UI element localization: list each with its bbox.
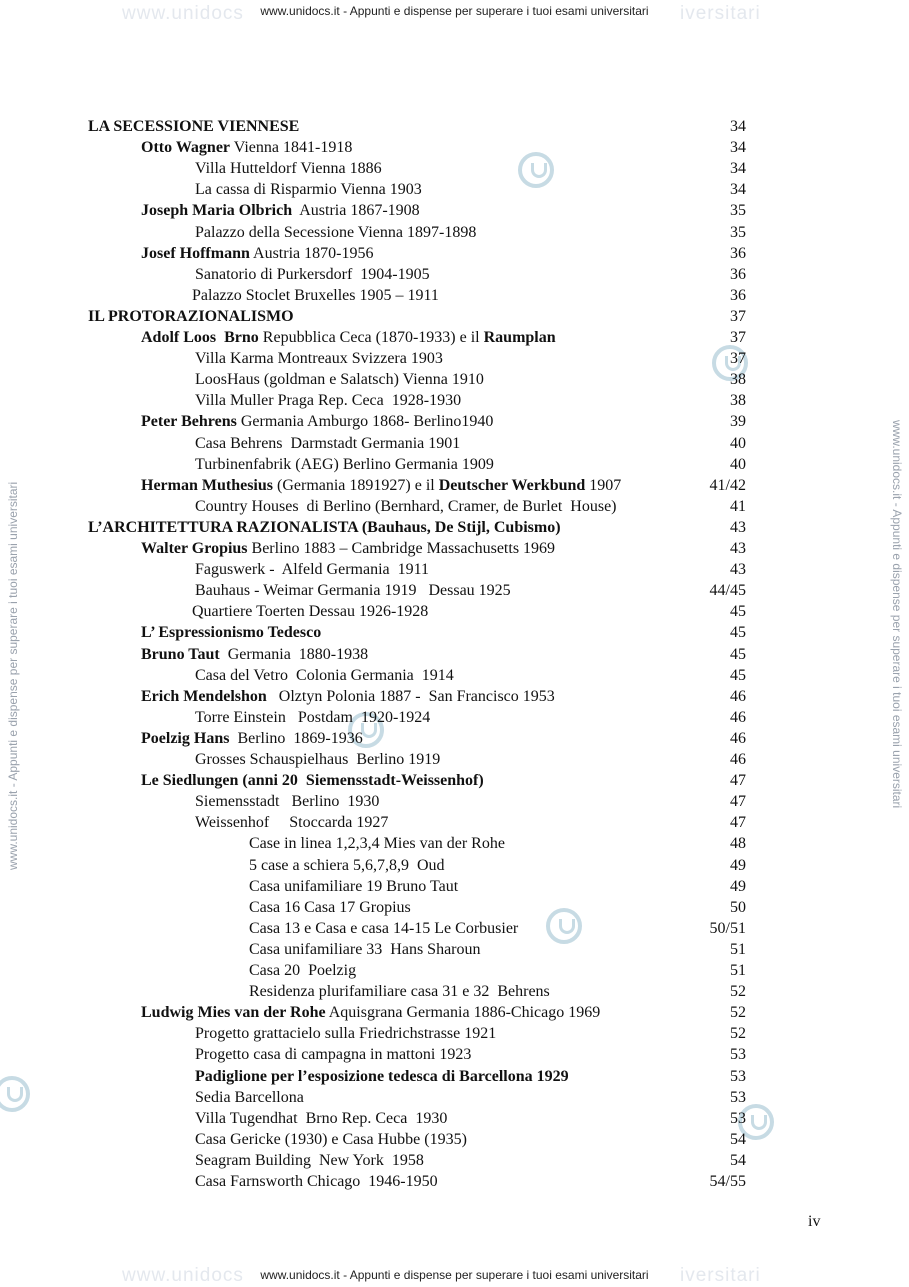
toc-entry <box>0 411 909 432</box>
toc-entry <box>0 897 909 918</box>
toc-entry <box>0 1087 909 1108</box>
toc-entry-page: 37 <box>730 307 746 325</box>
toc-entry-page: 47 <box>730 814 746 832</box>
watermark-ghost-left: www.unidocs <box>122 3 244 24</box>
toc-entry <box>0 200 909 221</box>
toc-entry <box>0 306 909 327</box>
toc-entry <box>0 644 909 665</box>
toc-title-text: Weissenhof Stoccarda 1927 <box>195 814 389 832</box>
toc-entry-title <box>195 1066 569 1087</box>
toc-entry-title <box>141 644 368 665</box>
toc-entry <box>0 918 909 939</box>
watermark-ghost-right-bottom: iversitari <box>680 1265 761 1286</box>
toc-title-bold: Raumplan <box>483 329 556 346</box>
toc-entry-title <box>195 1044 471 1065</box>
toc-title-text: La cassa di Risparmio Vienna 1903 <box>195 181 422 199</box>
toc-title-bold: Otto Wagner <box>141 139 231 157</box>
toc-title-text: Country Houses di Berlino (Bernhard, Cramer, de Burlet House) <box>195 497 617 515</box>
watermark-footer: www.unidocs.it - Appunti e dispense per superare i tuoi esami universitari <box>260 1268 649 1282</box>
toc-title-text: 5 case a schiera 5,6,7,8,9 Oud <box>249 856 445 874</box>
toc-title-text: (Germania 1891927) e il <box>273 476 439 494</box>
toc-title-text: Quartiere Toerten Dessau 1926-1928 <box>192 603 429 621</box>
toc-entry-title <box>195 812 388 833</box>
toc-title-bold: L’ Espressionismo Tedesco <box>141 624 322 642</box>
toc-entry <box>0 707 909 728</box>
toc-entry <box>0 222 909 243</box>
toc-entry-title <box>141 1002 600 1023</box>
toc-entry <box>0 855 909 876</box>
toc-entry <box>0 1150 909 1171</box>
toc-title-text: Repubblica Ceca (1870-1933) e il <box>258 329 484 346</box>
toc-title-text: Bauhaus - Weimar Germania 1919 Dessau 1925 <box>195 582 511 600</box>
toc-entry <box>0 749 909 770</box>
toc-entry-page: 39 <box>730 413 746 431</box>
toc-entry-title <box>249 981 550 1002</box>
toc-title-text: Casa Farnsworth Chicago 1946-1950 <box>195 1173 438 1190</box>
toc-entry-title <box>195 390 461 411</box>
toc-title-text: Casa del Vetro Colonia Germania 1914 <box>195 666 454 684</box>
toc-title-text: Austria 1867-1908 <box>292 202 420 220</box>
watermark-ghost-right: iversitari <box>680 3 761 24</box>
toc-entry-page: 46 <box>730 751 746 768</box>
toc-entry-title <box>249 918 518 939</box>
toc-title-text: Vienna 1841-1918 <box>230 139 353 157</box>
toc-title-text: Villa Karma Montreaux Svizzera 1903 <box>195 350 443 368</box>
toc-title-text: Casa 13 e Casa e casa 14-15 Le Corbusier <box>249 919 519 937</box>
toc-entry-title <box>195 1129 467 1150</box>
toc-title-text: LoosHaus (goldman e Salatsch) Vienna 1910 <box>195 371 484 389</box>
toc-entry-title <box>195 158 382 179</box>
toc-title-text: Villa Muller Praga Rep. Ceca 1928-1930 <box>195 392 462 410</box>
toc-entry-title <box>195 707 430 728</box>
toc-entry <box>0 876 909 897</box>
toc-entry-title <box>192 601 428 622</box>
toc-entry-page: 41/42 <box>709 476 746 494</box>
toc-entry <box>0 559 909 580</box>
toc-entry <box>0 601 909 622</box>
toc-entry-page: 34 <box>730 139 746 157</box>
toc-title-bold: Deutscher Werkbund <box>438 476 586 494</box>
toc-title-bold: Adolf Loos Brno <box>141 329 259 346</box>
toc-entry-page: 51 <box>730 962 746 979</box>
toc-title-bold: Poelzig Hans <box>141 729 230 747</box>
toc-entry-title <box>192 285 439 306</box>
toc-title-text: Torre Einstein Postdam 1920-1924 <box>195 708 431 726</box>
toc-title-text: Case in linea 1,2,3,4 Mies van der Rohe <box>249 835 505 853</box>
toc-entry <box>0 179 909 200</box>
toc-entry-page: 51 <box>730 940 746 958</box>
toc-entry-page: 53 <box>730 1067 746 1085</box>
toc-entry-title <box>141 538 555 559</box>
toc-entry-title <box>195 665 454 686</box>
toc-entry-title <box>249 855 445 876</box>
toc-entry-page: 35 <box>730 202 746 220</box>
toc-entry-title <box>195 559 429 580</box>
toc-entry-page: 36 <box>730 244 746 262</box>
toc-entry <box>0 348 909 369</box>
toc-entry-title <box>141 686 555 707</box>
toc-entry-title <box>141 475 621 496</box>
toc-entry <box>0 454 909 475</box>
toc-entry <box>0 1044 909 1065</box>
toc-entry <box>0 433 909 454</box>
toc-entry-page: 40 <box>730 455 746 473</box>
toc-entry-title <box>195 791 379 812</box>
toc-title-bold: IL PROTORAZIONALISMO <box>88 307 294 325</box>
toc-entry <box>0 137 909 158</box>
toc-entry-title <box>195 1087 304 1108</box>
toc-entry-title <box>141 728 363 749</box>
toc-entry-title <box>195 1023 496 1044</box>
toc-entry-title <box>249 833 505 854</box>
toc-title-text: Casa Gericke (1930) e Casa Hubbe (1935) <box>195 1130 467 1148</box>
toc-entry-page: 34 <box>730 160 746 178</box>
toc-entry <box>0 1023 909 1044</box>
toc-entry-page: 45 <box>730 624 746 642</box>
toc-entry-title <box>195 369 484 390</box>
toc-entry <box>0 770 909 791</box>
toc-entry-page: 47 <box>730 793 746 811</box>
toc-entry <box>0 517 909 538</box>
toc-entry-page: 37 <box>730 329 746 346</box>
toc-title-text: Turbinenfabrik (AEG) Berlino Germania 1909 <box>195 455 494 473</box>
toc-entry-page: 43 <box>730 540 746 557</box>
toc-entry-page: 52 <box>730 1004 746 1022</box>
toc-entry-title <box>249 939 481 960</box>
toc-entry-title <box>249 897 411 918</box>
toc-entry <box>0 833 909 854</box>
toc-entry-page: 38 <box>730 392 746 410</box>
toc-title-text: Sedia Barcellona <box>195 1088 304 1106</box>
toc-title-bold: Bruno Taut <box>141 645 220 663</box>
toc-entry-title <box>195 580 511 601</box>
toc-title-bold: Padiglione per l’esposizione tedesca di Barcellona 1929 <box>195 1067 569 1085</box>
toc-entry <box>0 1171 909 1192</box>
toc-entry-page: 48 <box>730 835 746 853</box>
toc-entry-page: 49 <box>730 877 746 895</box>
toc-title-text: 1907 <box>585 476 622 494</box>
toc-entry-title <box>195 454 494 475</box>
toc-entry-page: 38 <box>730 371 746 389</box>
toc-entry <box>0 791 909 812</box>
toc-entry-page: 34 <box>730 118 746 135</box>
toc-entry-title <box>195 222 476 243</box>
toc-title-bold: Peter Behrens <box>141 413 237 431</box>
toc-entry <box>0 369 909 390</box>
toc-title-bold: L’ARCHITETTURA RAZIONALISTA (Bauhaus, De Stijl, Cubismo) <box>88 518 561 536</box>
toc-title-bold: Joseph Maria Olbrich <box>141 202 293 220</box>
toc-title-bold: Herman Muthesius <box>141 476 273 494</box>
toc-entry <box>0 390 909 411</box>
toc-entry <box>0 960 909 981</box>
toc-entry <box>0 496 909 517</box>
toc-title-text: Austria 1870-1956 <box>249 244 374 262</box>
toc-title-text: Seagram Building New York 1958 <box>195 1151 424 1169</box>
toc-title-text: Aquisgrana Germania 1886-Chicago 1969 <box>325 1004 601 1022</box>
toc-entry-page: 46 <box>730 687 746 705</box>
toc-entry-page: 36 <box>730 265 746 283</box>
toc-title-text: Berlino 1883 – Cambridge Massachusetts 1969 <box>247 540 556 557</box>
toc-entry-page: 45 <box>730 603 746 621</box>
toc-title-text: Villa Tugendhat Brno Rep. Ceca 1930 <box>195 1109 448 1127</box>
toc-entry-title <box>195 1150 424 1171</box>
toc-title-text: Palazzo della Secessione Vienna 1897-1898 <box>195 223 477 241</box>
toc-title-bold: Walter Gropius <box>141 540 248 557</box>
toc-title-text: Casa Behrens Darmstadt Germania 1901 <box>195 434 461 452</box>
toc-entry <box>0 686 909 707</box>
toc-entry <box>0 812 909 833</box>
toc-entry-page: 54 <box>730 1130 746 1148</box>
toc-title-text: Faguswerk - Alfeld Germania 1911 <box>195 561 430 579</box>
toc-entry-page: 52 <box>730 1025 746 1043</box>
toc-title-text: Villa Hutteldorf Vienna 1886 <box>195 160 382 178</box>
toc-entry-page: 35 <box>730 223 746 241</box>
toc-entry-title <box>195 348 443 369</box>
toc-title-text: Progetto grattacielo sulla Friedrichstrasse 1921 <box>195 1025 497 1043</box>
watermark-side-right: www.unidocs.it - Appunti e dispense per superare i tuoi esami universitari <box>890 420 904 809</box>
toc-title-text: Grosses Schauspielhaus Berlino 1919 <box>195 751 441 768</box>
toc-entry-title <box>141 622 321 643</box>
toc-entry <box>0 475 909 496</box>
watermark-side-left: www.unidocs.it - Appunti e dispense per superare i tuoi esami universitari <box>6 481 20 870</box>
toc-entry-title <box>141 327 556 348</box>
toc-title-text: Residenza plurifamiliare casa 31 e 32 Behrens <box>249 983 550 1001</box>
watermark-ghost-left-bottom: www.unidocs <box>122 1265 244 1286</box>
toc-entry <box>0 1002 909 1023</box>
toc-entry-page: 53 <box>730 1109 746 1127</box>
toc-entry-title <box>141 200 420 221</box>
toc-entry-page: 43 <box>730 518 746 536</box>
toc-entry <box>0 728 909 749</box>
toc-entry-page: 53 <box>730 1088 746 1106</box>
toc-entry-title <box>249 960 356 981</box>
toc-entry-title <box>141 137 352 158</box>
toc-entry-page: 45 <box>730 645 746 663</box>
toc-entry <box>0 158 909 179</box>
toc-entry <box>0 1108 909 1129</box>
toc-entry-page: 45 <box>730 666 746 684</box>
toc-entry-page: 41 <box>730 497 746 515</box>
toc-entry <box>0 665 909 686</box>
toc-entry <box>0 538 909 559</box>
toc-title-bold: Le Siedlungen (anni 20 Siemensstadt-Weissenhof) <box>141 772 484 790</box>
toc-title-text: Siemensstadt Berlino 1930 <box>195 793 380 811</box>
toc-entry-page: 54 <box>730 1151 746 1169</box>
toc-entry-title <box>195 496 617 517</box>
toc-entry <box>0 116 909 137</box>
toc-entry-page: 50 <box>730 898 746 916</box>
toc-entry-page: 40 <box>730 434 746 452</box>
toc-title-text: Berlino 1869-1936 <box>229 729 363 747</box>
toc-entry <box>0 622 909 643</box>
toc-entry <box>0 939 909 960</box>
toc-entry-page: 43 <box>730 561 746 579</box>
toc-entry-title <box>195 749 440 770</box>
toc-entry-title <box>88 306 294 327</box>
page-number: iv <box>808 1213 821 1230</box>
toc-entry-page: 52 <box>730 983 746 1001</box>
toc-entry-title <box>249 876 458 897</box>
toc-entry-title <box>195 1108 447 1129</box>
toc-entry-page: 44/45 <box>709 582 746 600</box>
toc-title-bold: Josef Hoffmann <box>141 244 250 262</box>
toc-entry <box>0 1129 909 1150</box>
toc-title-bold: LA SECESSIONE VIENNESE <box>88 118 300 135</box>
toc-title-text: Casa unifamiliare 33 Hans Sharoun <box>249 940 481 958</box>
toc-entry <box>0 1066 909 1087</box>
toc-entry-title <box>195 433 460 454</box>
toc-entry <box>0 981 909 1002</box>
toc-entry-page: 54/55 <box>709 1173 746 1190</box>
toc-entry <box>0 285 909 306</box>
toc-title-text: Casa 16 Casa 17 Gropius <box>249 898 411 916</box>
toc-entry-page: 46 <box>730 708 746 726</box>
toc-title-bold: Ludwig Mies van der Rohe <box>141 1004 326 1022</box>
toc-entry <box>0 264 909 285</box>
toc-entry-page: 53 <box>730 1046 746 1064</box>
toc-entry-page: 34 <box>730 181 746 199</box>
toc-entry-page: 47 <box>730 772 746 790</box>
watermark-header: www.unidocs.it - Appunti e dispense per superare i tuoi esami universitari <box>260 4 649 18</box>
toc-entry-page: 46 <box>730 729 746 747</box>
toc-entry-title <box>195 264 430 285</box>
toc-title-text: Casa unifamiliare 19 Bruno Taut <box>249 877 459 895</box>
toc-entry-title <box>88 116 299 137</box>
toc-title-text: Olztyn Polonia 1887 - San Francisco 1953 <box>266 687 555 705</box>
toc-title-text: Germania Amburgo 1868- Berlino1940 <box>236 413 494 431</box>
toc-entry-title <box>88 517 561 538</box>
toc-entry-title <box>195 179 422 200</box>
toc-entry-title <box>141 411 493 432</box>
toc-entry-title <box>195 1171 438 1192</box>
toc-entry <box>0 243 909 264</box>
toc-entry-title <box>141 243 373 264</box>
toc-title-text: Progetto casa di campagna in mattoni 1923 <box>195 1046 472 1064</box>
toc-entry <box>0 580 909 601</box>
toc-title-bold: Erich Mendelshon <box>141 687 267 705</box>
toc-entry-page: 49 <box>730 856 746 874</box>
toc-entry <box>0 327 909 348</box>
toc-entry-page: 37 <box>730 350 746 368</box>
toc-entry-title <box>141 770 484 791</box>
toc-entry-page: 36 <box>730 286 746 304</box>
toc-title-text: Palazzo Stoclet Bruxelles 1905 – 1911 <box>192 286 439 304</box>
toc-title-text: Sanatorio di Purkersdorf 1904-1905 <box>195 265 430 283</box>
toc-entry-page: 50/51 <box>709 919 746 937</box>
toc-title-text: Germania 1880-1938 <box>219 645 369 663</box>
toc-title-text: Casa 20 Poelzig <box>249 962 357 979</box>
